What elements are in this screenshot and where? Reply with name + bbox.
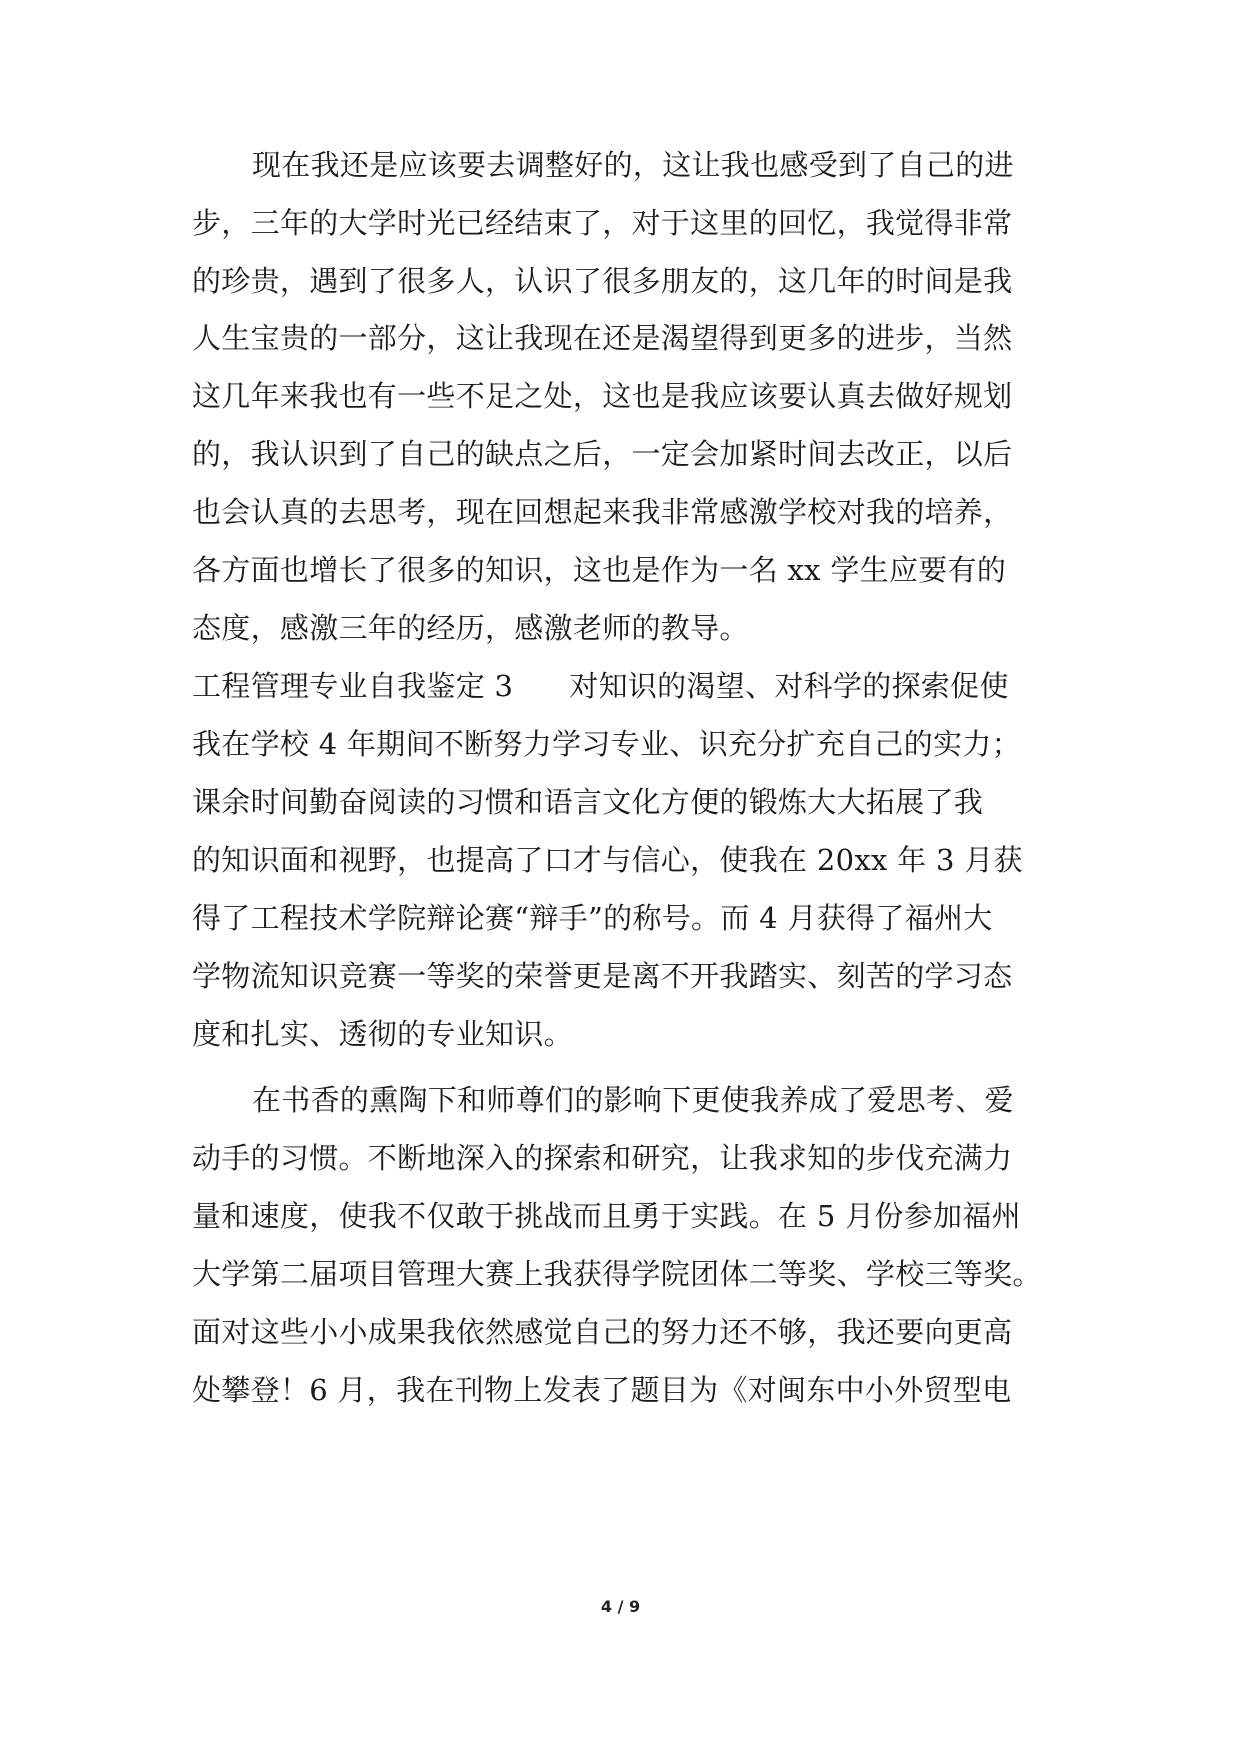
text-line: 在书香的熏陶下和师尊们的影响下更使我养成了爱思考、爱 [252, 1083, 1014, 1117]
text-line: 我在学校 4 年期间不断努力学习专业、识充分扩充自己的实力； [192, 727, 1021, 761]
text-line: 面对这些小小成果我依然感觉自己的努力还不够，我还要向更高 [192, 1315, 1013, 1349]
text-line: 量和速度，使我不仅敢于挑战而且勇于实践。在 5 月份参加福州 [192, 1199, 1021, 1233]
text-line: 的珍贵，遇到了很多人，认识了很多朋友的，这几年的时间是我 [192, 264, 1013, 298]
text-line: 现在我还是应该要去调整好的，这让我也感受到了自己的进 [252, 148, 1014, 182]
text-line: 大学第二届项目管理大赛上我获得学院团体二等奖、学校三等奖。 [192, 1257, 1042, 1291]
text-line: 得了工程技术学院辩论赛“辩手”的称号。而 4 月获得了福州大 [192, 901, 993, 935]
text-line: 这几年来我也有一些不足之处，这也是我应该要认真去做好规划 [192, 379, 1013, 413]
text-line: 动手的习惯。不断地深入的探索和研究，让我求知的步伐充满力 [192, 1141, 1013, 1175]
text-line: 学物流知识竞赛一等奖的荣誉更是离不开我踏实、刻苦的学习态 [192, 959, 1013, 993]
text-line: 人生宝贵的一部分，这让我现在还是渴望得到更多的进步，当然 [192, 321, 1013, 355]
text-line: 课余时间勤奋阅读的习惯和语言文化方便的锻炼大大拓展了我 [192, 785, 984, 819]
page-number: 4 / 9 [600, 1597, 641, 1616]
section-heading: 工程管理专业自我鉴定 3 [192, 669, 514, 703]
text-line: 也会认真的去思考，现在回想起来我非常感激学校对我的培养， [192, 495, 1013, 529]
text-line: 度和扎实、透彻的专业知识。 [192, 1017, 573, 1051]
text-line: 对知识的渴望、对科学的探索促使 [569, 669, 1009, 703]
text-line: 各方面也增长了很多的知识，这也是作为一名 xx 学生应要有的 [192, 553, 1007, 587]
text-line: 的知识面和视野，也提高了口才与信心，使我在 20xx 年 3 月获 [192, 843, 1023, 877]
text-line: 的，我认识到了自己的缺点之后，一定会加紧时间去改正，以后 [192, 437, 1013, 471]
text-line: 处攀登！6 月，我在刊物上发表了题目为《对闽东中小外贸型电 [192, 1373, 1012, 1407]
text-line: 步，三年的大学时光已经结束了，对于这里的回忆，我觉得非常 [192, 206, 1013, 240]
text-line: 态度，感激三年的经历，感激老师的教导。 [192, 611, 749, 645]
section-heading-line [192, 666, 1062, 706]
